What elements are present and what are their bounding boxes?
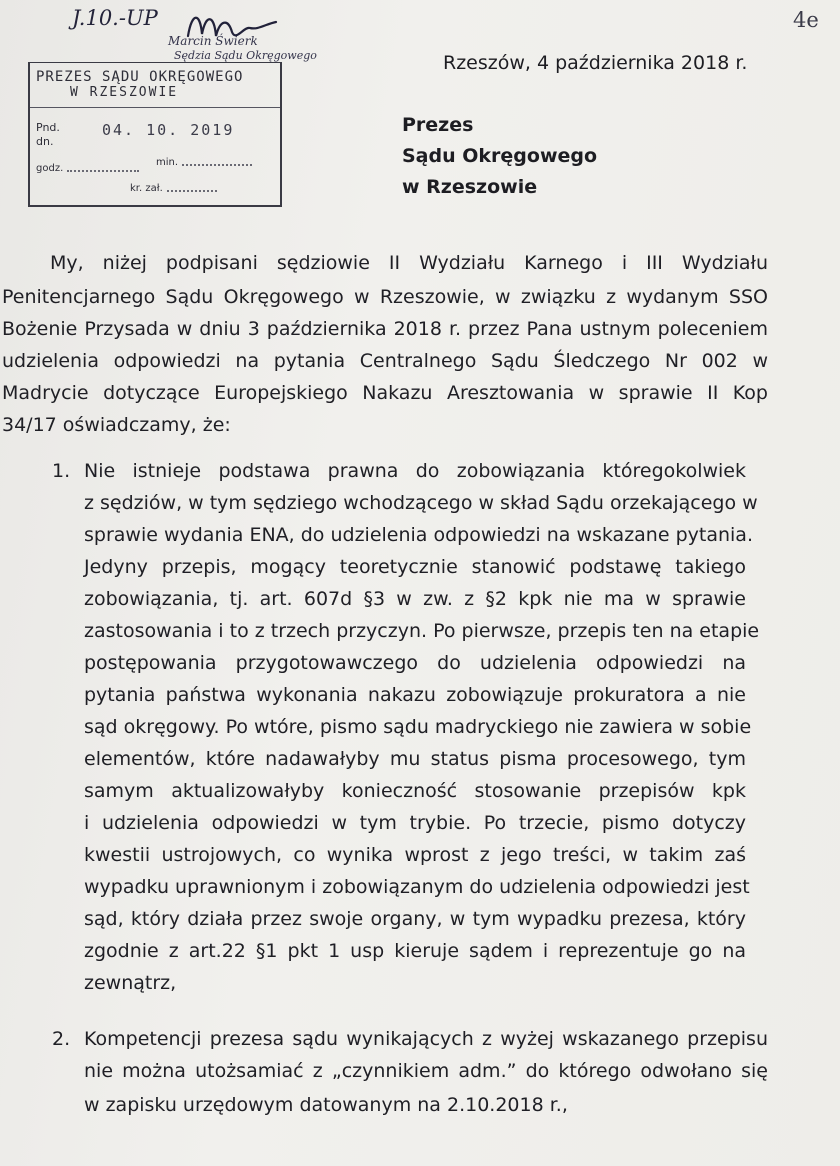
intro-line: 34/17 oświadczamy, że: (2, 414, 231, 436)
list-item-line: postępowania przygotowawczego do udzielenia odpowiedzi na (84, 652, 746, 674)
list-number: 2. (52, 1028, 71, 1050)
list-item-line: zewnątrz, (84, 972, 177, 994)
list-item-line: zobowiązania, tj. art. 607d §3 w zw. z §2 kpk nie ma w sprawie (84, 588, 746, 610)
list-item-line: zgodnie z art.22 §1 pkt 1 usp kieruje sądem i reprezentuje go na (84, 940, 746, 962)
list-item-line: Kompetencji prezesa sądu wynikających z wyżej wskazanego przepisu (84, 1028, 768, 1050)
recipient-line-2: Sądu Okręgowego (402, 145, 598, 167)
stamp-godz-label: godz. (36, 163, 64, 174)
recipient-line-1: Prezes (402, 114, 474, 136)
stamp-kr-label: kr. (130, 183, 143, 194)
stamp-pnd-label: Pnd. (36, 121, 60, 134)
stamp-zal-label: zał. (145, 183, 163, 194)
stamp-min-label: min. (156, 157, 179, 168)
handwritten-reference: J.10.-UP (72, 6, 158, 30)
stamp-city-line: W RZESZOWIE (70, 85, 179, 100)
list-item-line: sąd, który działa przez swoje organy, w tym wypadku prezesa, który (84, 908, 746, 930)
list-item-line: wypadku uprawnionym i zobowiązanym do udzielenia odpowiedzi jest (84, 876, 750, 898)
list-item-line: kwestii ustrojowych, co wynika wprost z jego treści, w takim zaś (84, 844, 746, 866)
corner-page-note: 4e (793, 8, 819, 32)
intro-line: Bożenie Przysada w dniu 3 października 2018 r. przez Pana ustnym poleceniem (2, 318, 768, 340)
list-item-line: elementów, które nadawałyby mu status pisma procesowego, tym (84, 748, 746, 770)
intro-line: Penitencjarnego Sądu Okręgowego w Rzeszowie, w związku z wydanym SSO (2, 286, 768, 308)
signature-name: Marcin Świerk (168, 34, 258, 48)
list-number: 1. (52, 460, 71, 482)
intro-line: My, niżej podpisani sędziowie II Wydziału Karnego i III Wydziału (50, 252, 768, 274)
list-item-line: sprawie wydania ENA, do udzielenia odpowiedzi na wskazane pytania. (84, 524, 753, 546)
list-item-line: Nie istnieje podstawa prawna do zobowiązania któregokolwiek (84, 460, 746, 482)
recipient-line-3: w Rzeszowie (402, 176, 538, 198)
signature-role: Sędzia Sądu Okręgowego (174, 49, 317, 62)
list-item-line: z sędziów, w tym sędziego wchodzącego w skład Sądu orzekającego w (84, 492, 758, 514)
list-item-line: samym aktualizowałyby konieczność stosowanie przepisów kpk (84, 780, 746, 802)
list-item-line: pytania państwa wykonania nakazu zobowiązuje prokuratora a nie (84, 684, 746, 706)
list-item-line: nie można utożsamiać z „czynnikiem adm.” do którego odwołano się (84, 1060, 768, 1082)
intro-line: udzielenia odpowiedzi na pytania Centralnego Sądu Śledczego Nr 002 w (2, 350, 768, 372)
intro-line: Madrycie dotyczące Europejskiego Nakazu Aresztowania w sprawie II Kop (2, 382, 768, 404)
stamp-date: 04. 10. 2019 (102, 121, 235, 139)
stamp-dn-label: dn. (36, 135, 54, 148)
list-item-line: zastosowania i to z trzech przyczyn. Po pierwsze, przepis ten na etapie (84, 620, 760, 642)
list-item-line: w zapisku urzędowym datowanym na 2.10.2018 r., (84, 1094, 568, 1116)
list-item-line: sąd okręgowy. Po wtóre, pismo sądu madryckiego nie zawiera w sobie (84, 716, 752, 738)
stamp-court-line: PREZES SĄDU OKRĘGOWEGO (36, 69, 244, 85)
list-item-line: Jedyny przepis, mogący teoretycznie stanowić podstawę takiego (84, 556, 746, 578)
list-item-line: i udzielenia odpowiedzi w tym trybie. Po trzecie, pismo dotyczy (84, 812, 746, 834)
place-and-date: Rzeszów, 4 października 2018 r. (443, 52, 748, 74)
